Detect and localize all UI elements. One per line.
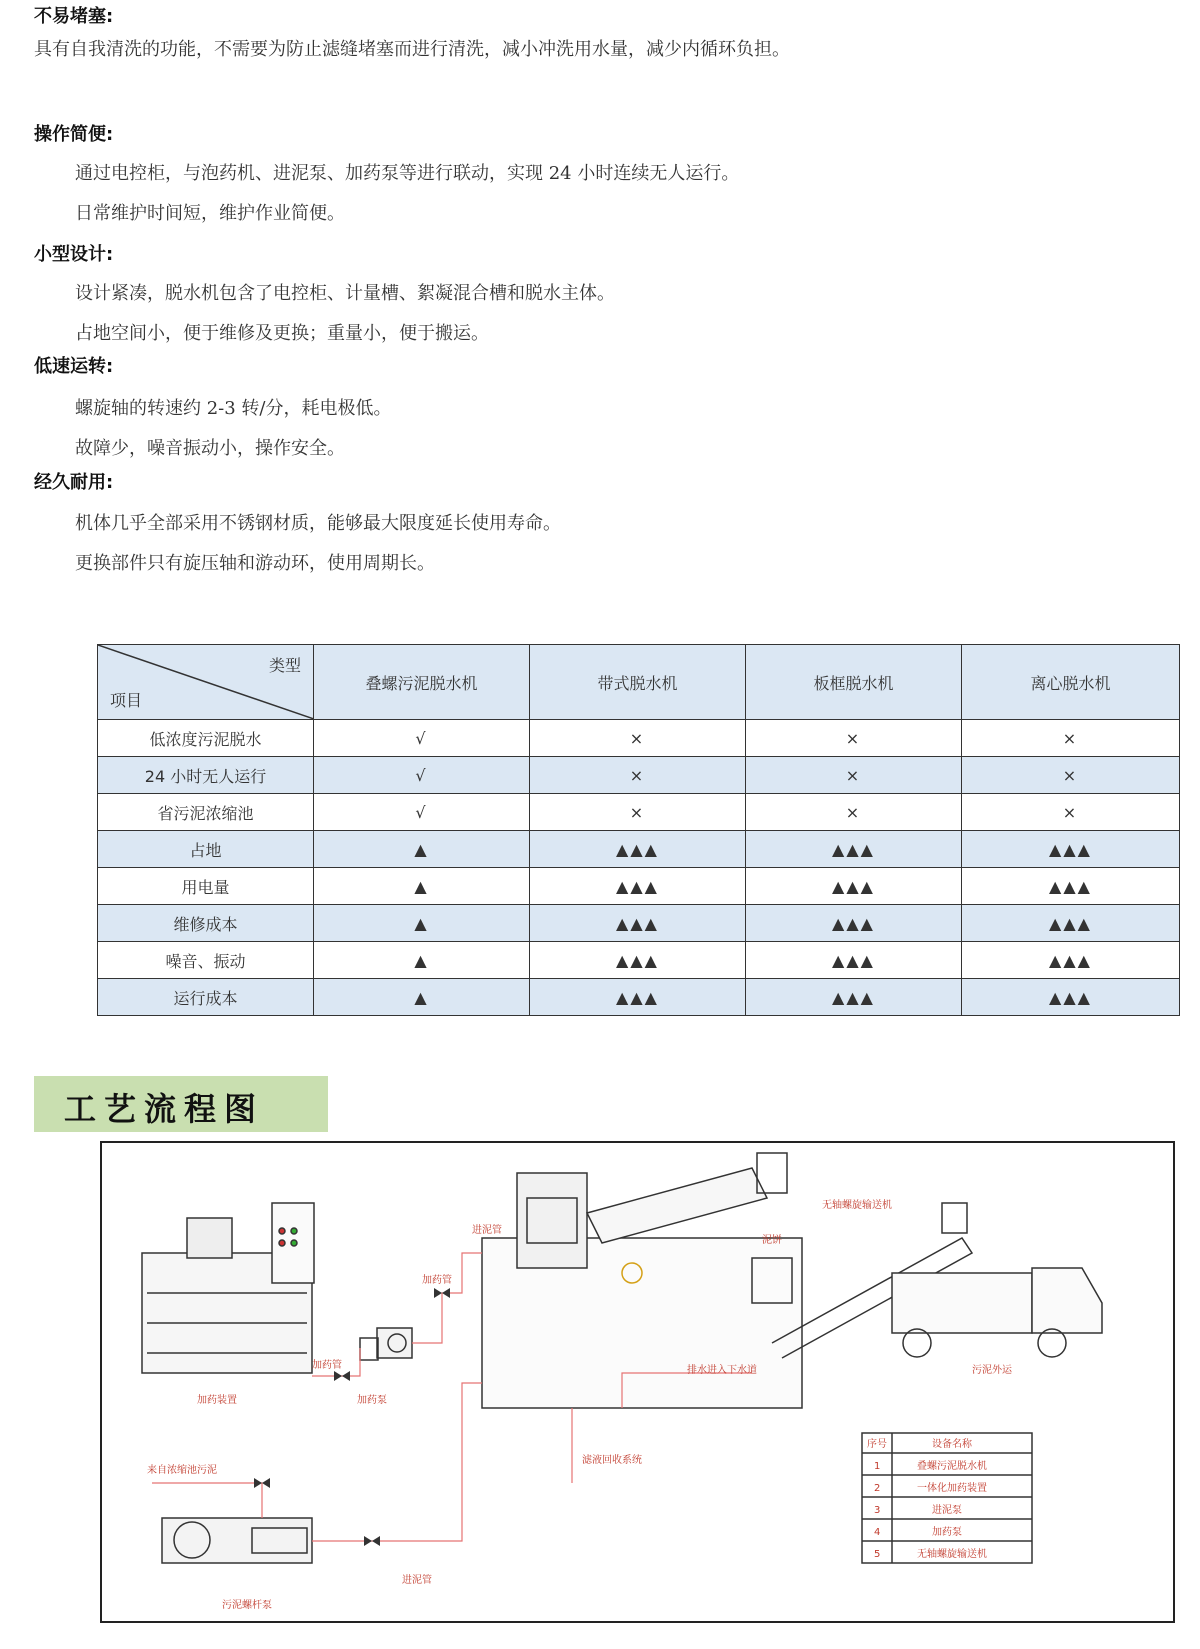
table-cell: ▲▲▲ — [962, 868, 1180, 905]
table-cell: ▲▲▲ — [746, 831, 962, 868]
table-cell: ▲▲▲ — [746, 979, 962, 1016]
table-cell: ▲▲▲ — [746, 942, 962, 979]
table-row — [98, 942, 1180, 979]
table-row — [98, 905, 1180, 942]
table-cell: × — [530, 720, 746, 757]
row-label: 用电量 — [98, 868, 314, 905]
label-sludge-pump: 污泥螺杆泵 — [222, 1600, 272, 1611]
table-cell: ▲ — [314, 905, 530, 942]
table-cell: ▲ — [314, 942, 530, 979]
legend-header-no: 序号 — [867, 1439, 887, 1450]
table-cell: × — [962, 794, 1180, 831]
flow-section-banner — [34, 1076, 328, 1132]
legend-name: 加药泵 — [932, 1527, 962, 1538]
legend-no: 5 — [874, 1549, 881, 1560]
section-text: 占地空间小，便于维修及更换；重量小，便于搬运。 — [75, 323, 489, 344]
table-cell: ▲▲▲ — [962, 942, 1180, 979]
row-label: 省污泥浓缩池 — [98, 794, 314, 831]
table-cell: × — [530, 794, 746, 831]
table-cell: ▲▲▲ — [530, 905, 746, 942]
table-row — [98, 868, 1180, 905]
row-label: 占地 — [98, 831, 314, 868]
table-cell: ▲▲▲ — [530, 868, 746, 905]
legend-name: 进泥泵 — [932, 1505, 962, 1516]
label-dosing-pump: 加药泵 — [357, 1395, 387, 1406]
section-heading: 经久耐用: — [34, 472, 114, 493]
table-row — [98, 720, 1180, 757]
table-cell: ▲▲▲ — [746, 905, 962, 942]
row-label: 24 小时无人运行 — [98, 757, 314, 794]
flow-section-title: 工艺流程图 — [64, 1090, 265, 1128]
dosing-pump-drawing — [360, 1328, 412, 1360]
legend-no: 3 — [874, 1505, 881, 1516]
legend-header-name: 设备名称 — [932, 1439, 972, 1450]
row-label: 维修成本 — [98, 905, 314, 942]
table-row — [98, 794, 1180, 831]
table-cell: ▲▲▲ — [530, 831, 746, 868]
legend-name: 无轴螺旋输送机 — [917, 1549, 987, 1560]
truck-drawing — [892, 1268, 1102, 1357]
section-text: 故障少，噪音振动小，操作安全。 — [75, 438, 345, 459]
table-cell: √ — [314, 757, 530, 794]
column-header: 离心脱水机 — [962, 645, 1180, 720]
section-text: 螺旋轴的转速约 2-3 转/分，耗电极低。 — [75, 398, 392, 419]
section-heading: 不易堵塞: — [34, 6, 114, 27]
table-row — [98, 757, 1180, 794]
corner-item-label: 项目 — [110, 691, 143, 710]
legend-no: 1 — [874, 1461, 881, 1472]
label-sludge-pipe-2: 进泥管 — [402, 1575, 432, 1586]
dosing-unit-drawing — [142, 1203, 314, 1373]
table-cell: ▲▲▲ — [962, 831, 1180, 868]
row-label: 运行成本 — [98, 979, 314, 1016]
section-text: 设计紧凑，脱水机包含了电控柜、计量槽、絮凝混合槽和脱水主体。 — [75, 283, 615, 304]
column-header: 带式脱水机 — [530, 645, 746, 720]
table-corner-cell — [98, 645, 314, 720]
label-filtrate: 排水进入下水道 — [687, 1365, 757, 1376]
label-dosing-unit: 加药装置 — [197, 1395, 237, 1406]
flow-drawing — [102, 1143, 1173, 1621]
section-text: 日常维护时间短，维护作业简便。 — [75, 203, 345, 224]
label-transport: 污泥外运 — [972, 1365, 1012, 1376]
legend-no: 2 — [874, 1483, 881, 1494]
table-cell: √ — [314, 794, 530, 831]
column-header: 板框脱水机 — [746, 645, 962, 720]
legend-name: 一体化加药装置 — [917, 1483, 987, 1494]
table-cell: × — [746, 757, 962, 794]
table-cell: × — [962, 720, 1180, 757]
label-return: 滤液回收系统 — [582, 1455, 642, 1466]
label-drug-pipe: 加药管 — [312, 1360, 342, 1371]
section-text: 具有自我清洗的功能，不需要为防止滤缝堵塞而进行清洗，减小冲洗用水量，减少内循环负担。 — [34, 39, 790, 60]
label-sludge-pipe: 进泥管 — [472, 1225, 502, 1236]
table-header-row — [98, 645, 1180, 720]
table-row — [98, 831, 1180, 868]
section-text: 通过电控柜，与泡药机、进泥泵、加药泵等进行联动，实现 24 小时连续无人运行。 — [75, 163, 740, 184]
table-cell: ▲▲▲ — [962, 905, 1180, 942]
table-cell: ▲▲▲ — [530, 979, 746, 1016]
table-row — [98, 979, 1180, 1016]
table-cell: × — [746, 720, 962, 757]
corner-type-label: 类型 — [268, 656, 301, 675]
legend-name: 叠螺污泥脱水机 — [917, 1461, 987, 1472]
process-flow-diagram — [100, 1141, 1175, 1623]
row-label: 噪音、振动 — [98, 942, 314, 979]
table-cell: × — [530, 757, 746, 794]
table-cell: × — [746, 794, 962, 831]
comparison-table — [97, 644, 1180, 1016]
table-cell: × — [962, 757, 1180, 794]
section-text: 机体几乎全部采用不锈钢材质，能够最大限度延长使用寿命。 — [75, 513, 561, 534]
section-heading: 小型设计: — [34, 244, 114, 265]
section-heading: 操作简便: — [34, 124, 114, 145]
section-heading: 低速运转: — [34, 356, 114, 377]
section-text: 更换部件只有旋压轴和游动环，使用周期长。 — [75, 553, 435, 574]
table-cell: ▲ — [314, 831, 530, 868]
sludge-pump-drawing — [162, 1518, 312, 1563]
table-cell: ▲▲▲ — [530, 942, 746, 979]
column-header: 叠螺污泥脱水机 — [314, 645, 530, 720]
label-drug-pipe-2: 加药管 — [422, 1275, 452, 1286]
label-screw-conveyor: 无轴螺旋输送机 — [822, 1200, 892, 1211]
label-cake: 泥饼 — [762, 1235, 782, 1246]
legend-table-drawing — [862, 1433, 1032, 1563]
table-cell: ▲ — [314, 868, 530, 905]
table-cell: √ — [314, 720, 530, 757]
table-cell: ▲▲▲ — [962, 979, 1180, 1016]
table-cell: ▲ — [314, 979, 530, 1016]
table-cell: ▲▲▲ — [746, 868, 962, 905]
label-source: 来自浓缩池污泥 — [147, 1465, 217, 1476]
legend-no: 4 — [874, 1527, 881, 1538]
row-label: 低浓度污泥脱水 — [98, 720, 314, 757]
